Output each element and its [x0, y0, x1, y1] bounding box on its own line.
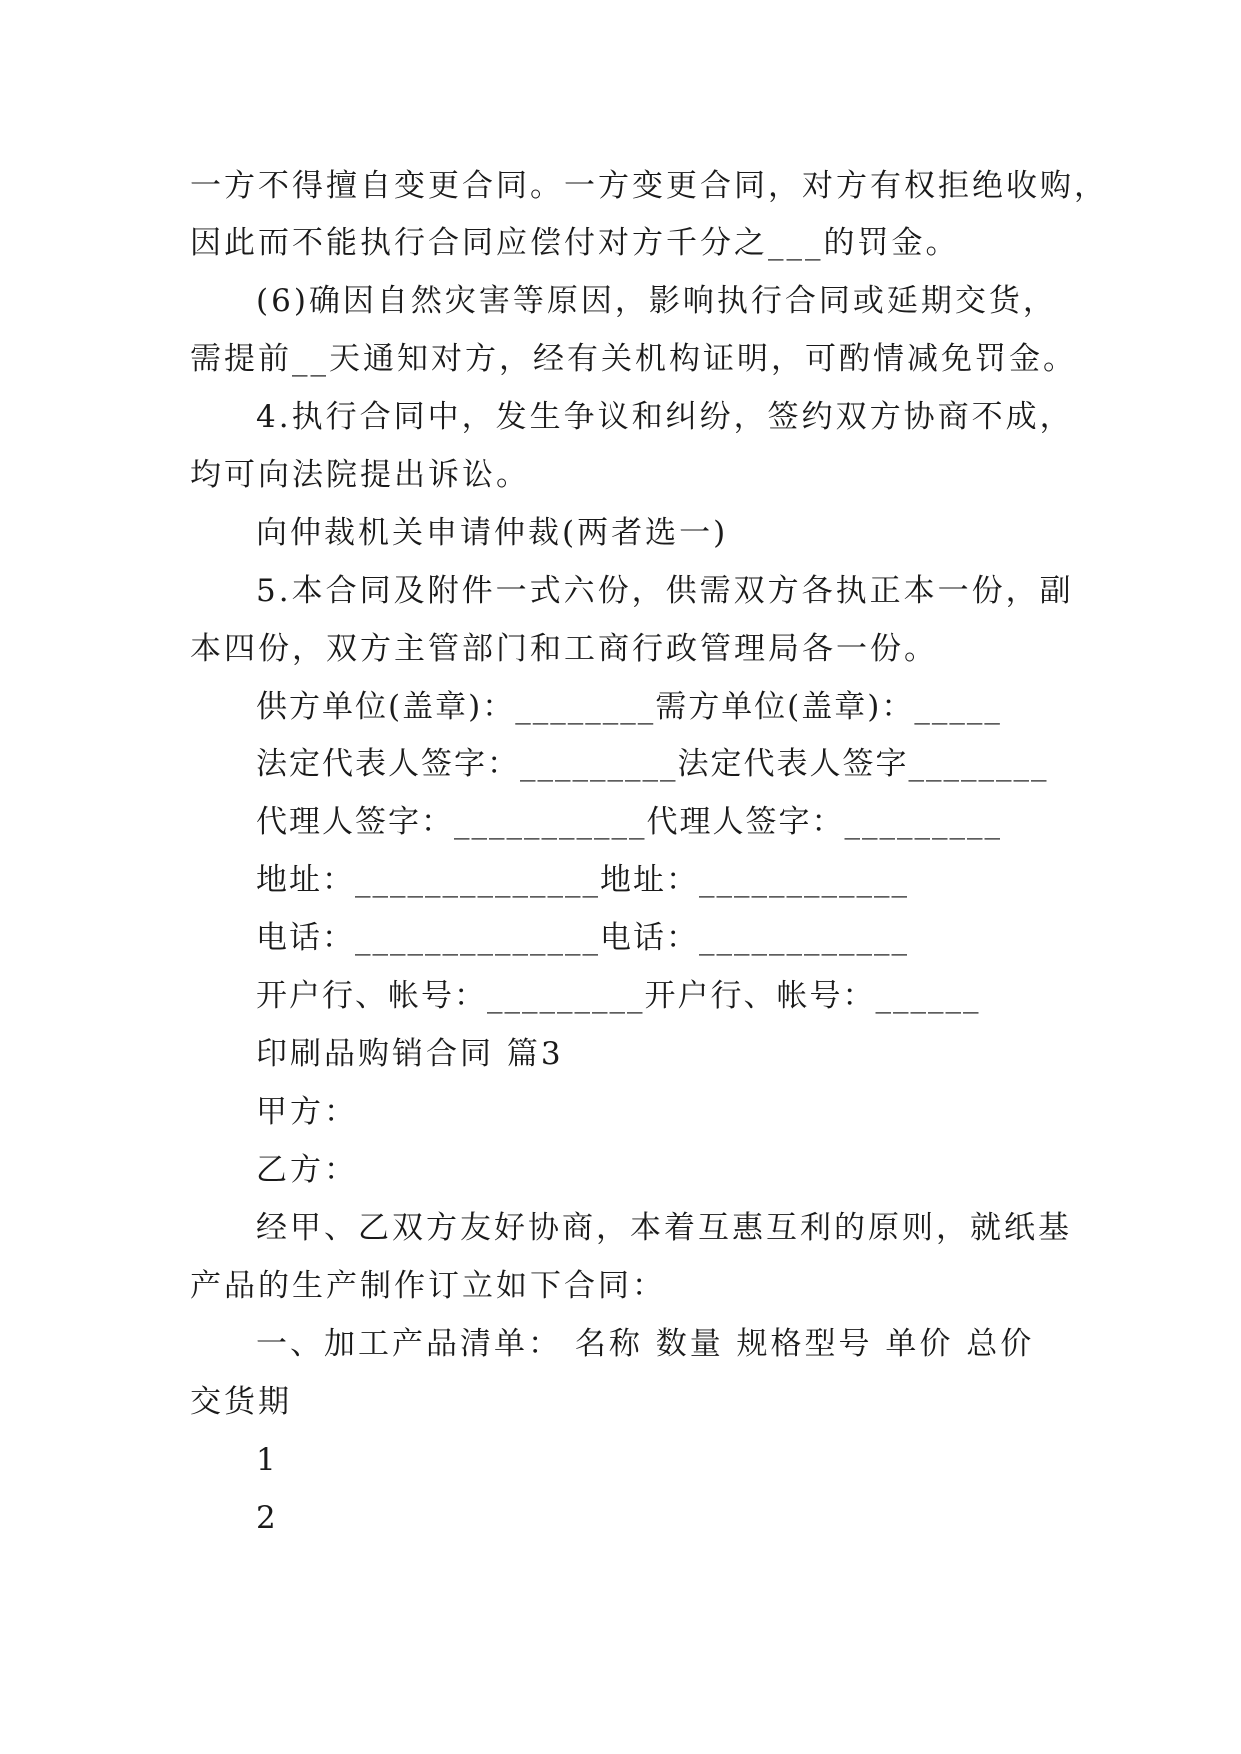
signature-legal-rep-line: 法定代表人签字：_________法定代表人签字________	[256, 746, 1049, 782]
bank-account-line: 开户行、帐号：_________开户行、帐号：______	[256, 978, 981, 1014]
phone-line: 电话：______________电话：____________	[256, 920, 909, 956]
product-list-line: 一、加工产品清单： 名称 数量 规格型号 单价 总价	[256, 1326, 1035, 1362]
signature-unit-line: 供方单位(盖章)：________需方单位(盖章)：_____	[256, 689, 1002, 725]
product-list-line: 交货期	[190, 1384, 292, 1420]
party-a-line: 甲方：	[256, 1094, 358, 1130]
clause-6-line: (6)确因自然灾害等原因，影响执行合同或延期交货，	[256, 283, 1057, 319]
arbitration-line: 向仲裁机关申请仲裁(两者选一)	[256, 515, 729, 551]
clause-text-line: 需提前__天通知对方，经有关机构证明，可酌情减免罚金。	[190, 341, 1077, 377]
party-b-line: 乙方：	[256, 1152, 358, 1188]
clause-4-line: 4.执行合同中，发生争议和纠纷，签约双方协商不成，	[256, 399, 1074, 435]
list-item-number: 1	[256, 1442, 279, 1478]
clause-text-line: 均可向法院提出诉讼。	[190, 457, 530, 493]
clause-text-line: 因此而不能执行合同应偿付对方千分之___的罚金。	[190, 225, 960, 261]
signature-agent-line: 代理人签字：___________代理人签字：_________	[256, 804, 1002, 840]
clause-5-line: 5.本合同及附件一式六份，供需双方各执正本一份，副	[256, 573, 1074, 609]
preamble-line: 经甲、乙双方友好协商，本着互惠互利的原则，就纸基	[256, 1210, 1072, 1246]
clause-text-line: 一方不得擅自变更合同。一方变更合同，对方有权拒绝收购，	[190, 168, 1108, 204]
clause-text-line: 本四份，双方主管部门和工商行政管理局各一份。	[190, 631, 938, 667]
address-line: 地址：______________地址：____________	[256, 862, 909, 898]
section-heading: 印刷品购销合同 篇3	[256, 1036, 564, 1072]
list-item-number: 2	[256, 1500, 279, 1536]
preamble-line: 产品的生产制作订立如下合同：	[190, 1268, 666, 1304]
